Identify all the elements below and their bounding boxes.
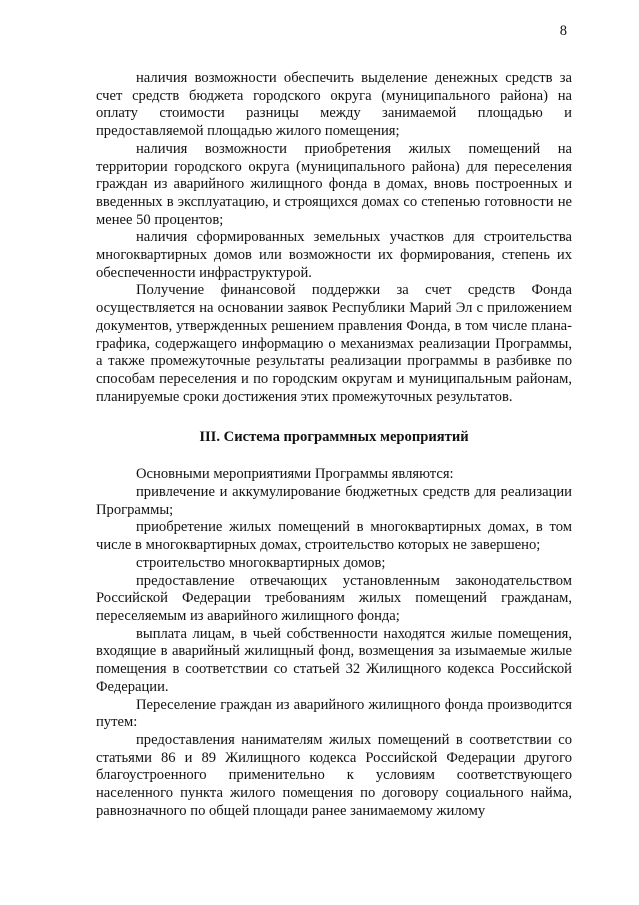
page-number: 8 <box>559 23 567 39</box>
paragraph-budget-funds: наличия возможности обеспечить выделение денежных средств за счет средств бюджета городского округа (муниципального района) на оплату стоимости разницы между занимаемой площадью и предоставляемой площадью жилого помещения; <box>96 70 572 140</box>
paragraph-financial-support: Получение финансовой поддержки за счет средств Фонда осуществляется на основании заявок Республики Марий Эл с приложением документов, утвержденных решением правления Фонда, в том числе плана-графика, содержащего информацию о механизмах реализации Программы, а также промежуточные результаты реализации программы в разбивке по способам переселения и по городским округам и муниципальным районам, планируемые сроки достижения этих промежуточных результатов. <box>96 282 572 405</box>
list-item-provision-to-tenants: предоставления нанимателям жилых помещений в соответствии со статьями 86 и 89 Жилищного кодекса Российской Федерации другого благоустроенного применительно к условиям соответствующего населенного пункта жилого помещения по договору социального найма, равнозначного по общей площади ранее занимаемому жилому <box>96 731 572 819</box>
paragraph-main-measures: Основными мероприятиями Программы являются: <box>136 466 454 483</box>
paragraph-resettlement-method: Переселение граждан из аварийного жилищного фонда производится путем: <box>96 696 572 731</box>
list-item-construction: строительство многоквартирных домов; <box>136 554 386 571</box>
list-item-provision: предоставление отвечающих установленным законодательством Российской Федерации требованиям жилых помещений гражданам, переселяемым из аварийного жилищного фонда; <box>96 572 572 624</box>
paragraph-land-plots: наличия сформированных земельных участков для строительства многоквартирных домов или возможности их формирования, степень их обеспеченности инфраструктурой. <box>96 229 572 281</box>
list-item-acquisition: приобретение жилых помещений в многоквартирных домах, в том числе в многоквартирных домах, строительство которых не завершено; <box>96 519 572 554</box>
document-body <box>96 70 572 820</box>
section-heading: III. Система программных мероприятий <box>199 429 469 446</box>
list-item-compensation: выплата лицам, в чьей собственности находятся жилые помещения, входящие в аварийный жилищный фонд, возмещения за изымаемые жилые помещения в соответствии со статьей 32 Жилищного кодекса Российской Федерации. <box>96 625 572 695</box>
list-item-fundraising: привлечение и аккумулирование бюджетных средств для реализации Программы; <box>96 484 572 518</box>
paragraph-housing-acquisition: наличия возможности приобретения жилых помещений на территории городского округа (муниципального района) для переселения граждан из аварийного жилищного фонда в домах, вновь построенных и введенных в эксплуатацию, и строящихся домах со степенью готовности не менее 50 процентов; <box>96 140 572 228</box>
